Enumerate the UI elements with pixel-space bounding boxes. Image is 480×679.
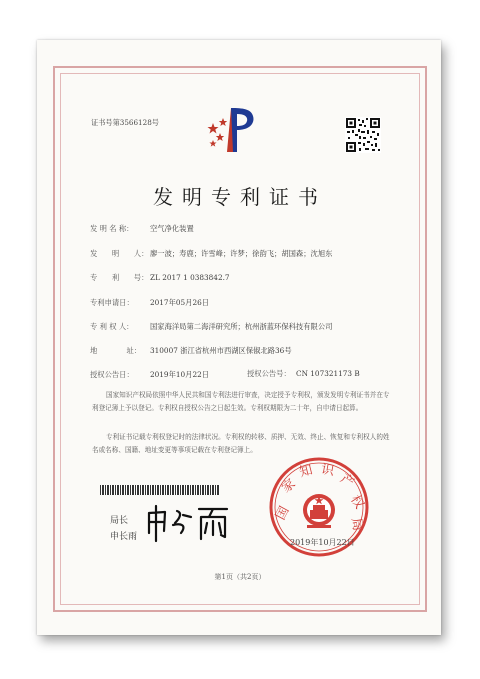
patent-number-label: 专 利 号：	[90, 273, 149, 282]
seal-char-3: 知	[298, 462, 315, 481]
page-indicator: 第1页（共2页）	[214, 573, 266, 581]
director-name: 申长雨	[110, 532, 138, 542]
inventors-value: 廖一波；寿鹿；许雪峰；许梦；徐韵飞；胡国森；沈旭东	[150, 249, 333, 258]
national-emblem-icon	[303, 494, 335, 528]
seal-char-5: 产	[337, 471, 357, 491]
patent-number-value: ZL 2017 1 0383842.7	[150, 273, 230, 282]
seal-char-1: 国	[273, 504, 293, 523]
patentee-value: 国家海洋局第二海洋研究所；杭州浙蓝环保科技有限公司	[150, 322, 333, 331]
qr-code-icon	[345, 117, 381, 153]
director-signature	[143, 503, 233, 543]
seal-char-2: 家	[279, 476, 299, 497]
address-label: 地 址：	[90, 346, 142, 355]
grant-date-label: 授权公告日：	[90, 370, 134, 379]
grant-date-value: 2019年10月22日	[150, 370, 210, 379]
invention-name-value: 空气净化装置	[150, 224, 194, 233]
announce-number-label: 授权公告号：	[247, 369, 291, 378]
application-date-label: 专利申请日：	[90, 298, 134, 307]
certificate-number: 证书号第3566128号	[91, 118, 159, 127]
cnipa-logo-icon	[203, 100, 263, 160]
invention-name-label: 发 明 名 称：	[90, 224, 134, 233]
announce-number-value: CN 107321173 B	[296, 369, 360, 378]
certificate-title: 发明专利证书	[153, 185, 327, 209]
address-value: 310007 浙江省杭州市西湖区保俶北路36号	[150, 346, 292, 355]
application-date-value: 2017年05月26日	[150, 298, 210, 307]
seal-char-7: 局	[347, 516, 365, 533]
director-title: 局长	[110, 516, 129, 526]
barcode-icon	[100, 485, 220, 495]
seal-char-6: 权	[347, 492, 367, 512]
certificate-paragraph-2: 专利证书记载专利权登记时的法律状况。专利权的转移、质押、无效、终止、恢复和专利权人的姓名或名称、国籍、地址变更等事项记载在专利登记簿上。	[92, 433, 390, 454]
patentee-label: 专 利 权 人：	[90, 322, 134, 331]
seal-date: 2019年10月22日	[290, 538, 355, 547]
certificate-paragraph-1: 国家知识产权局依照中华人民共和国专利法进行审查，决定授予专利权，颁发发明专利证书并在专利登记簿上予以登记。专利权自授权公告之日起生效。专利权期限为二十年，自申请日起算。	[92, 391, 390, 412]
seal-char-4: 识	[319, 462, 336, 480]
inventors-label: 发 明 人：	[90, 249, 149, 258]
